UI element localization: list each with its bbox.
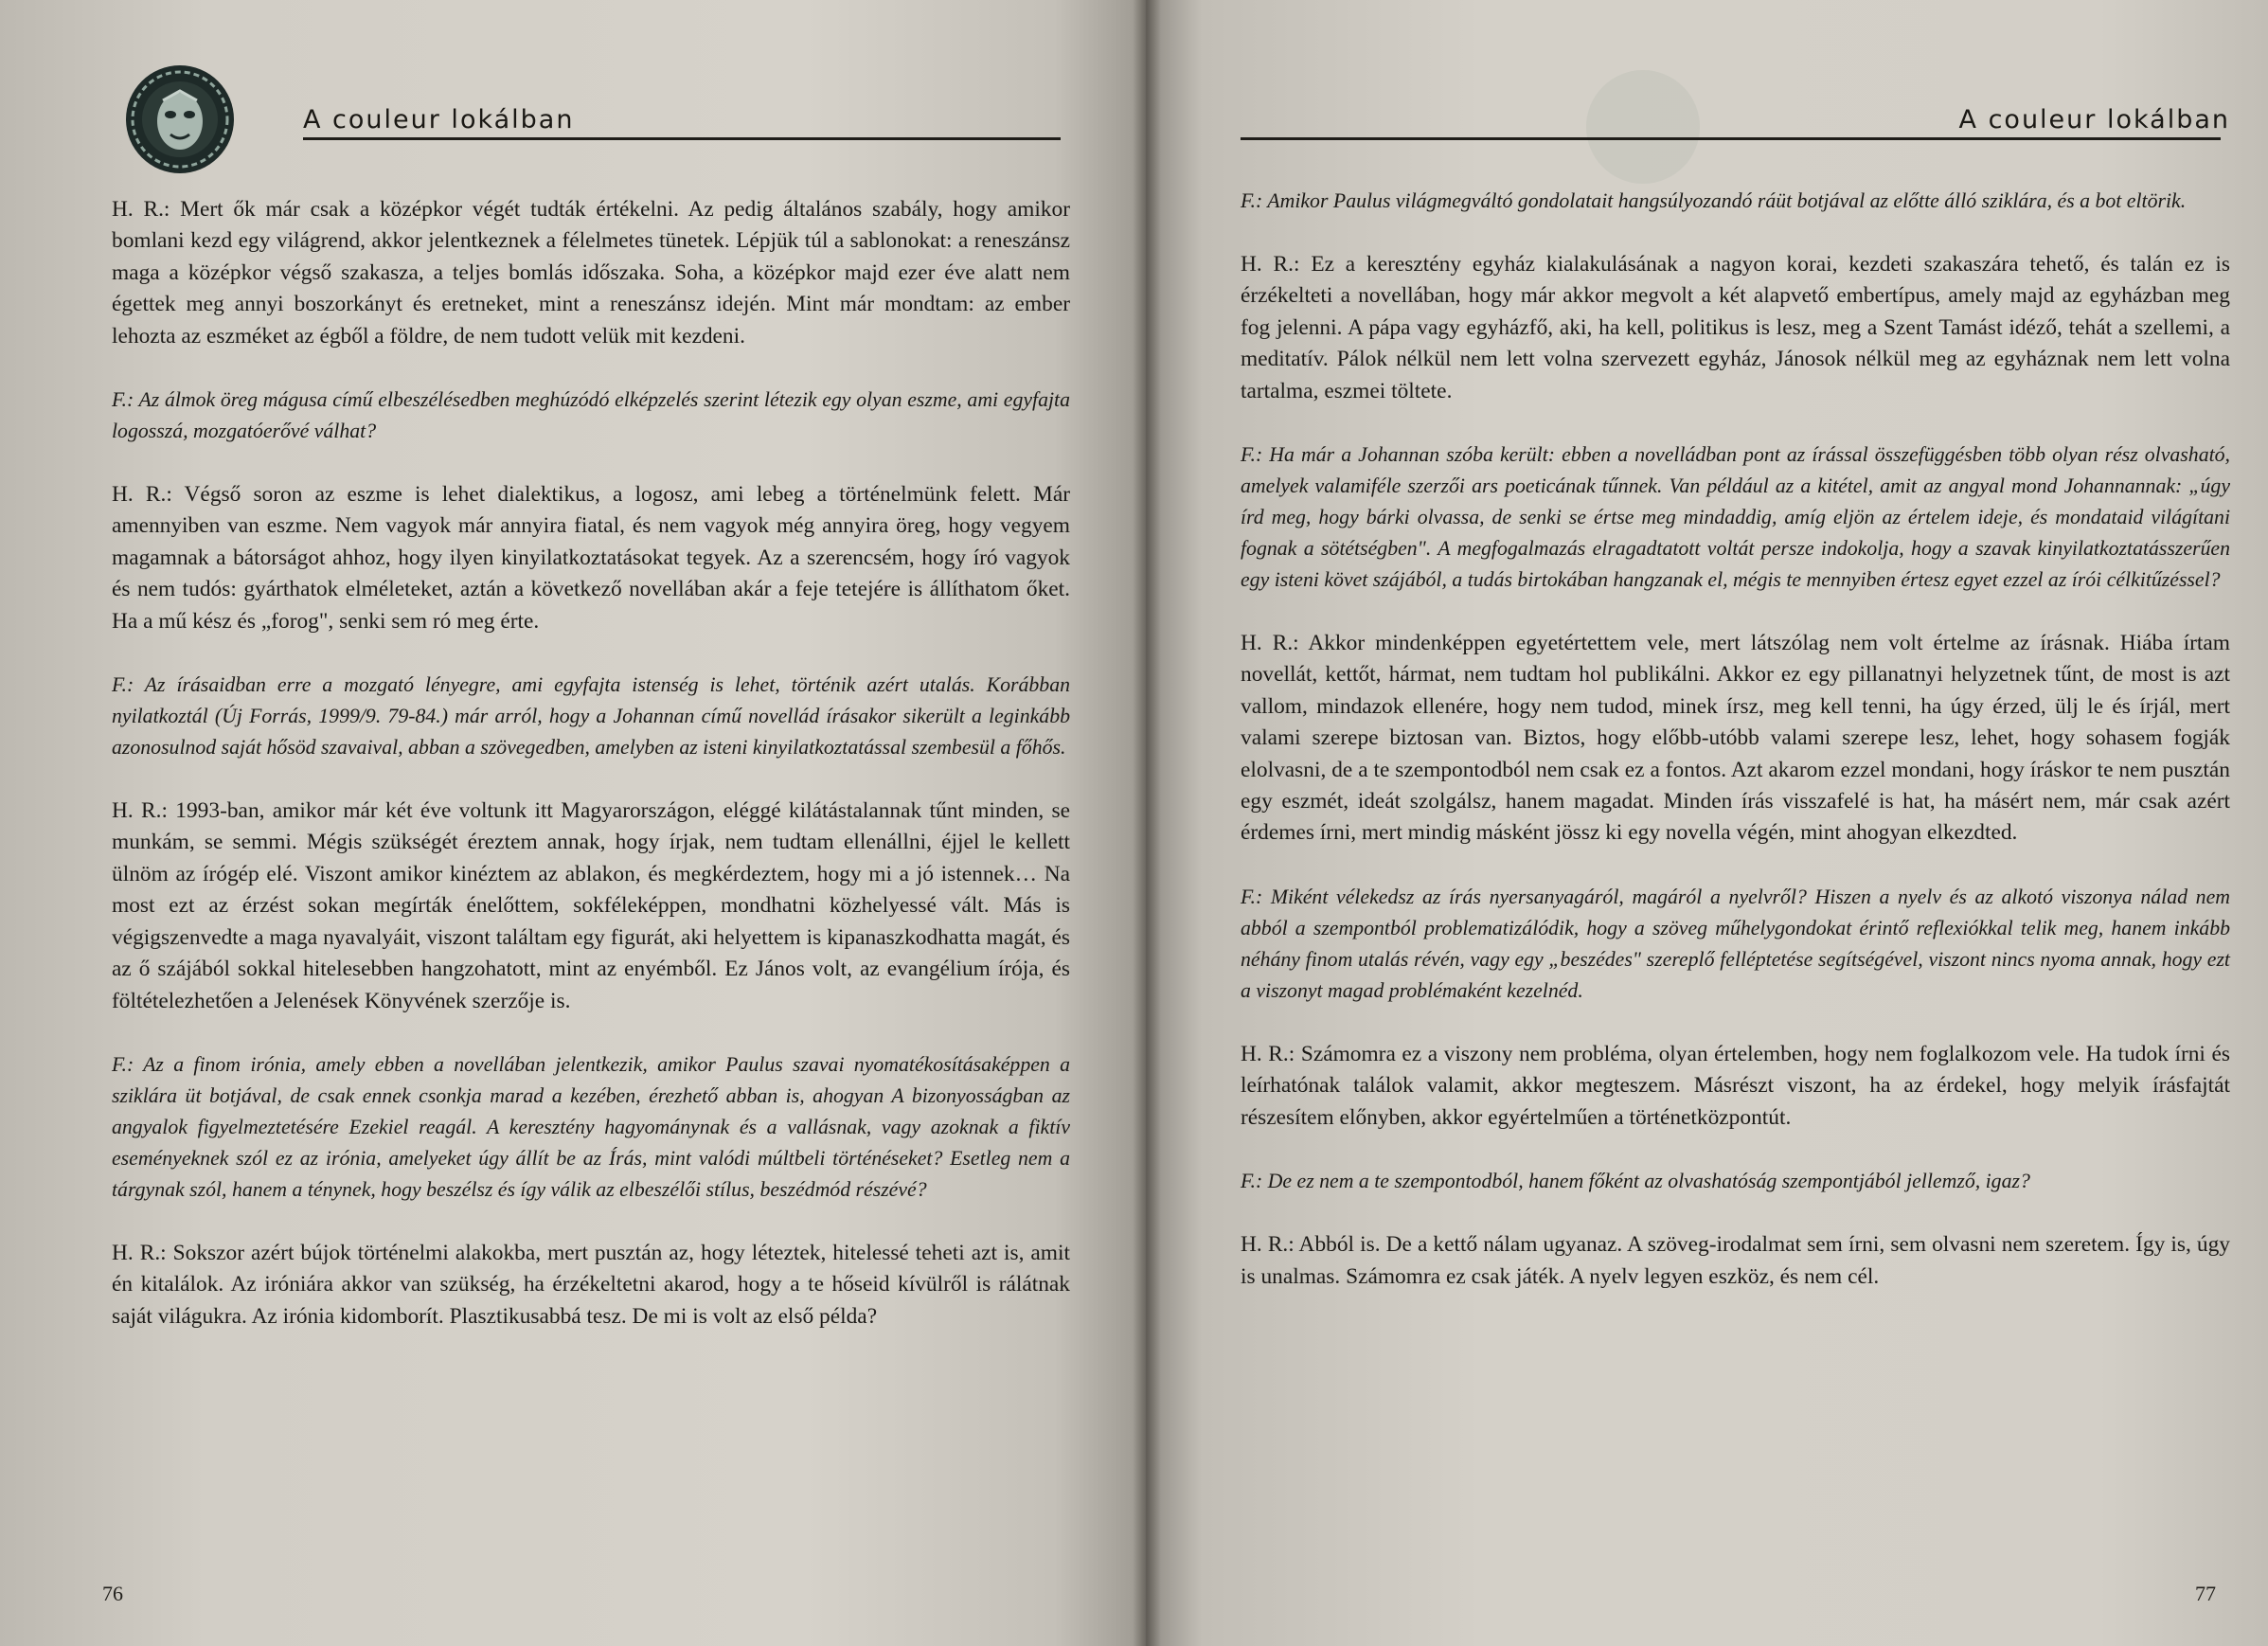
- interview-question: F.: Az írásaidban erre a mozgató lényegre, ami egyfajta istenség is lehet, történik azért utalás. Korábban nyilatkoztál (Új Forrás, 1999/9. 79-84.) már arról, hogy a Johannan című novellád írásakor sikerült a leginkább azonosulnod saját hősöd szavaival, abban a szövegedben, amelyben az isteni kinyilatkoztatással szembesül a főhős.: [112, 673, 1070, 760]
- interview-question: F.: De ez nem a te szempontodból, hanem főként az olvashatóság szempontjából jellemző, igaz?: [1241, 1170, 2030, 1193]
- interview-answer: H. R.: Végső soron az eszme is lehet dialektikus, a logosz, ami lebeg a történelmünk felett. Már amennyiben van eszme. Nem vagyok már annyira fiatal, és nem vagyok még annyira öreg, hogy vegyem magamnak a bátorságot ahhoz, hogy ilyen kinyilatkoztatásokat tegyek. Az a szerencsém, hogy író vagyok és nem tudós: gyárthatok elméleteket, aztán a következő novellában akár a feje tetejére is állíthatom őket. Ha a mű kész és „forog", senki sem ró meg érte.: [112, 482, 1070, 634]
- header-rule: [1241, 137, 2221, 140]
- interview-answer: H. R.: Akkor mindenképpen egyetértettem vele, mert látszólag nem volt értelme az írásnak. Hiába írtam novellát, kettőt, hármat, nem tudtam hol publikálni. Akkor ez egy pillanatnyi helyzetnek tűnt, de most is azt vallom, mindazok ellenére, hogy nem tudod, minek írsz, meg kell tenni, ha úgy érzed, ülj le és írjál, mert valami szerepe biztosan van. Biztos, hogy előbb-utóbb valami szerepe lesz, lehet, hogy sohasem fogják elolvasni, de a te szempontodból nem csak ez a fontos. Azt akarom ezzel mondani, hogy íráskor te nem pusztán egy eszmét, ideát szolgálsz, hanem magadat. Minden írás visszafelé is hat, ha másért nem, már csak azért érdemes írni, mert mindig másként jössz ki egy novella végén, mint ahogyan elkezdted.: [1241, 631, 2230, 846]
- interview-question: F.: Az álmok öreg mágusa című elbeszélésedben meghúzódó elképzelés szerint létezik egy olyan eszme, ami egyfajta logosszá, mozgatóerővé válhat?: [112, 388, 1070, 443]
- interview-answer: H. R.: 1993-ban, amikor már két éve voltunk itt Magyarországon, eléggé kilátástalannak tűnt minden, se munkám, se semmi. Mégis szükségét éreztem annak, hogy írjak, nem tudtam ellenállni, éjjel le kellett ülnöm az írógép elé. Viszont amikor kinéztem az ablakon, és megkérdeztem, hogy mi a jó istennek… Na most ezt az érzést sokan megírták énelőttem, sokféleképpen, mondhatni közhelyessé vált. Más is végigszenvedte a maga nyavalyáit, viszont találtam egy figurát, aki helyettem is kipanaszkodhatta magát, és az ő szájából sokkal hitelesebben hangzohatott, mint az enyémből. Ez János volt, az evangélium írója, és föltételezhetően a Jelenések Könyvének szerzője is.: [112, 798, 1070, 1013]
- interview-answer: H. R.: Abból is. De a kettő nálam ugyanaz. A szöveg-irodalmat sem írni, sem olvasni nem szeretem. Így is, úgy is unalmas. Számomra ez csak játék. A nyelv legyen eszköz, és nem cél.: [1241, 1232, 2230, 1289]
- right-page-header: [1241, 91, 2230, 148]
- interview-answer: H. R.: Ez a keresztény egyház kialakulásának a nagyon korai, kezdeti szakaszára tehető, és talán ez is érzékelteti a novellában, hogy már akkor megvolt a két alapvető embertípus, amely majd az egyházban meg fog jelenni. A pápa vagy egyházfő, aki, ha kell, politikus is lesz, meg a Szent Tamást idéző, tehát a szellemi, a meditatív. Pálok nélkül nem lett volna szervezett egyház, Jánosok nélkül meg az egyháznak nem lett volna tartalma, eszmei töltete.: [1241, 252, 2230, 403]
- running-title: A couleur lokálban: [1958, 105, 2230, 134]
- interview-question: F.: Ha már a Johannan szóba került: ebben a novelládban pont az írással összefüggésben több olyan rész olvasható, amelyek valamiféle szerzői ars poeticának tűnnek. Van például az a kitétel, amit az angyal mond Johannannak: „úgy írd meg, hogy bárki olvassa, de senki se értse meg mindaddig, amíg eljön az értelem ideje, és mondataid világítani fognak a sötétségben". A megfogalmazás elragadtatott voltát persze indokolja, hogy a szavak kinyilatkoztatásszerűen egy isteni követ szájából, a tudás birtokában hangzanak el, mégis te mennyiben értesz egyet ezzel az írói célkitűzéssel?: [1241, 443, 2230, 592]
- page-number: 77: [2195, 1582, 2216, 1605]
- show-through-emblem: [1586, 70, 1700, 184]
- interview-answer: H. R.: Mert ők már csak a középkor végét tudták értékelni. Az pedig általános szabály, hogy amikor bomlani kezd egy világrend, akkor jelentkeznek a félelmetes tünetek. Lépjük túl a sablonokat: a reneszánsz maga a középkor végső szakasza, a teljes bomlás időszaka. Soha, a középkor majd ezer éve alatt nem égettek meg annyi boszorkányt és eretneket, mint a reneszánsz idején. Mint már mondtam: az ember lehozta az eszméket az égből a földre, de nem tudott velük mit kezdeni.: [112, 197, 1070, 349]
- interview-answer: H. R.: Sokszor azért bújok történelmi alakokba, mert pusztán az, hogy léteztek, hitelessé teheti azt is, amit én kitalálok. Az iróniára akkor van szükség, ha érzékeltetni akarod, hogy a te hőseid kívülről is rálátnak saját világukra. Az irónia kidomborít. Plasztikusabbá tesz. De mi is volt az első példa?: [112, 1240, 1070, 1329]
- left-page-header: [123, 91, 1061, 148]
- header-rule: [303, 137, 1061, 140]
- interview-question: F.: Amikor Paulus világmegváltó gondolatait hangsúlyozandó ráüt botjával az előtte álló sziklára, és a bot eltörik.: [1241, 189, 2187, 212]
- page-number: 76: [102, 1582, 123, 1605]
- right-page-body: [1241, 186, 2230, 1293]
- mask-emblem-icon: [123, 63, 237, 176]
- interview-question: F.: Miként vélekedsz az írás nyersanyagáról, magáról a nyelvről? Hiszen a nyelv és az alkotó viszonya nálad nem abból a szempontból problematizálódik, hogy a szöveg műhelygondokat érintő reflexiókkal telik meg, hanem inkább néhány finom utalás révén, vagy egy „beszédes" szereplő felléptetése segítségével, viszont nincs nyoma annak, hogy ezt a viszonyt magad problémaként kezelnéd.: [1241, 885, 2230, 1002]
- running-title: A couleur lokálban: [303, 105, 575, 134]
- book-gutter: [1133, 0, 1161, 1646]
- right-page: [1146, 0, 2268, 1646]
- interview-answer: H. R.: Számomra ez a viszony nem probléma, olyan értelemben, hogy nem foglalkozom vele. Ha tudok írni és leírhatónak találok valamit, akkor megteszem. Másrészt viszont, ha az érdekel, hogy melyik írásfajtát részesítem előnyben, akkor egyértelműen a történetközpontút.: [1241, 1041, 2230, 1130]
- interview-question: F.: Az a finom irónia, amely ebben a novellában jelentkezik, amikor Paulus szavai nyomatékosításaképpen a sziklára üt botjával, de csak ennek csonkja marad a kezében, érezhető abban is, ahogyan A bizonyosságban az angyalok figyelmeztetésére Ezekiel reagál. A keresztény hagyománynak és a vallásnak, vagy azoknak a fiktív eseményeknek szól ez az irónia, amelyeket úgy állít be az Írás, mint valódi múltbeli történéseket? Esetleg nem a tárgynak szól, hanem a ténynek, hogy beszélsz és így válik az elbeszélői stílus, beszédmód részévé?: [112, 1052, 1070, 1201]
- left-page-body: [112, 194, 1070, 1333]
